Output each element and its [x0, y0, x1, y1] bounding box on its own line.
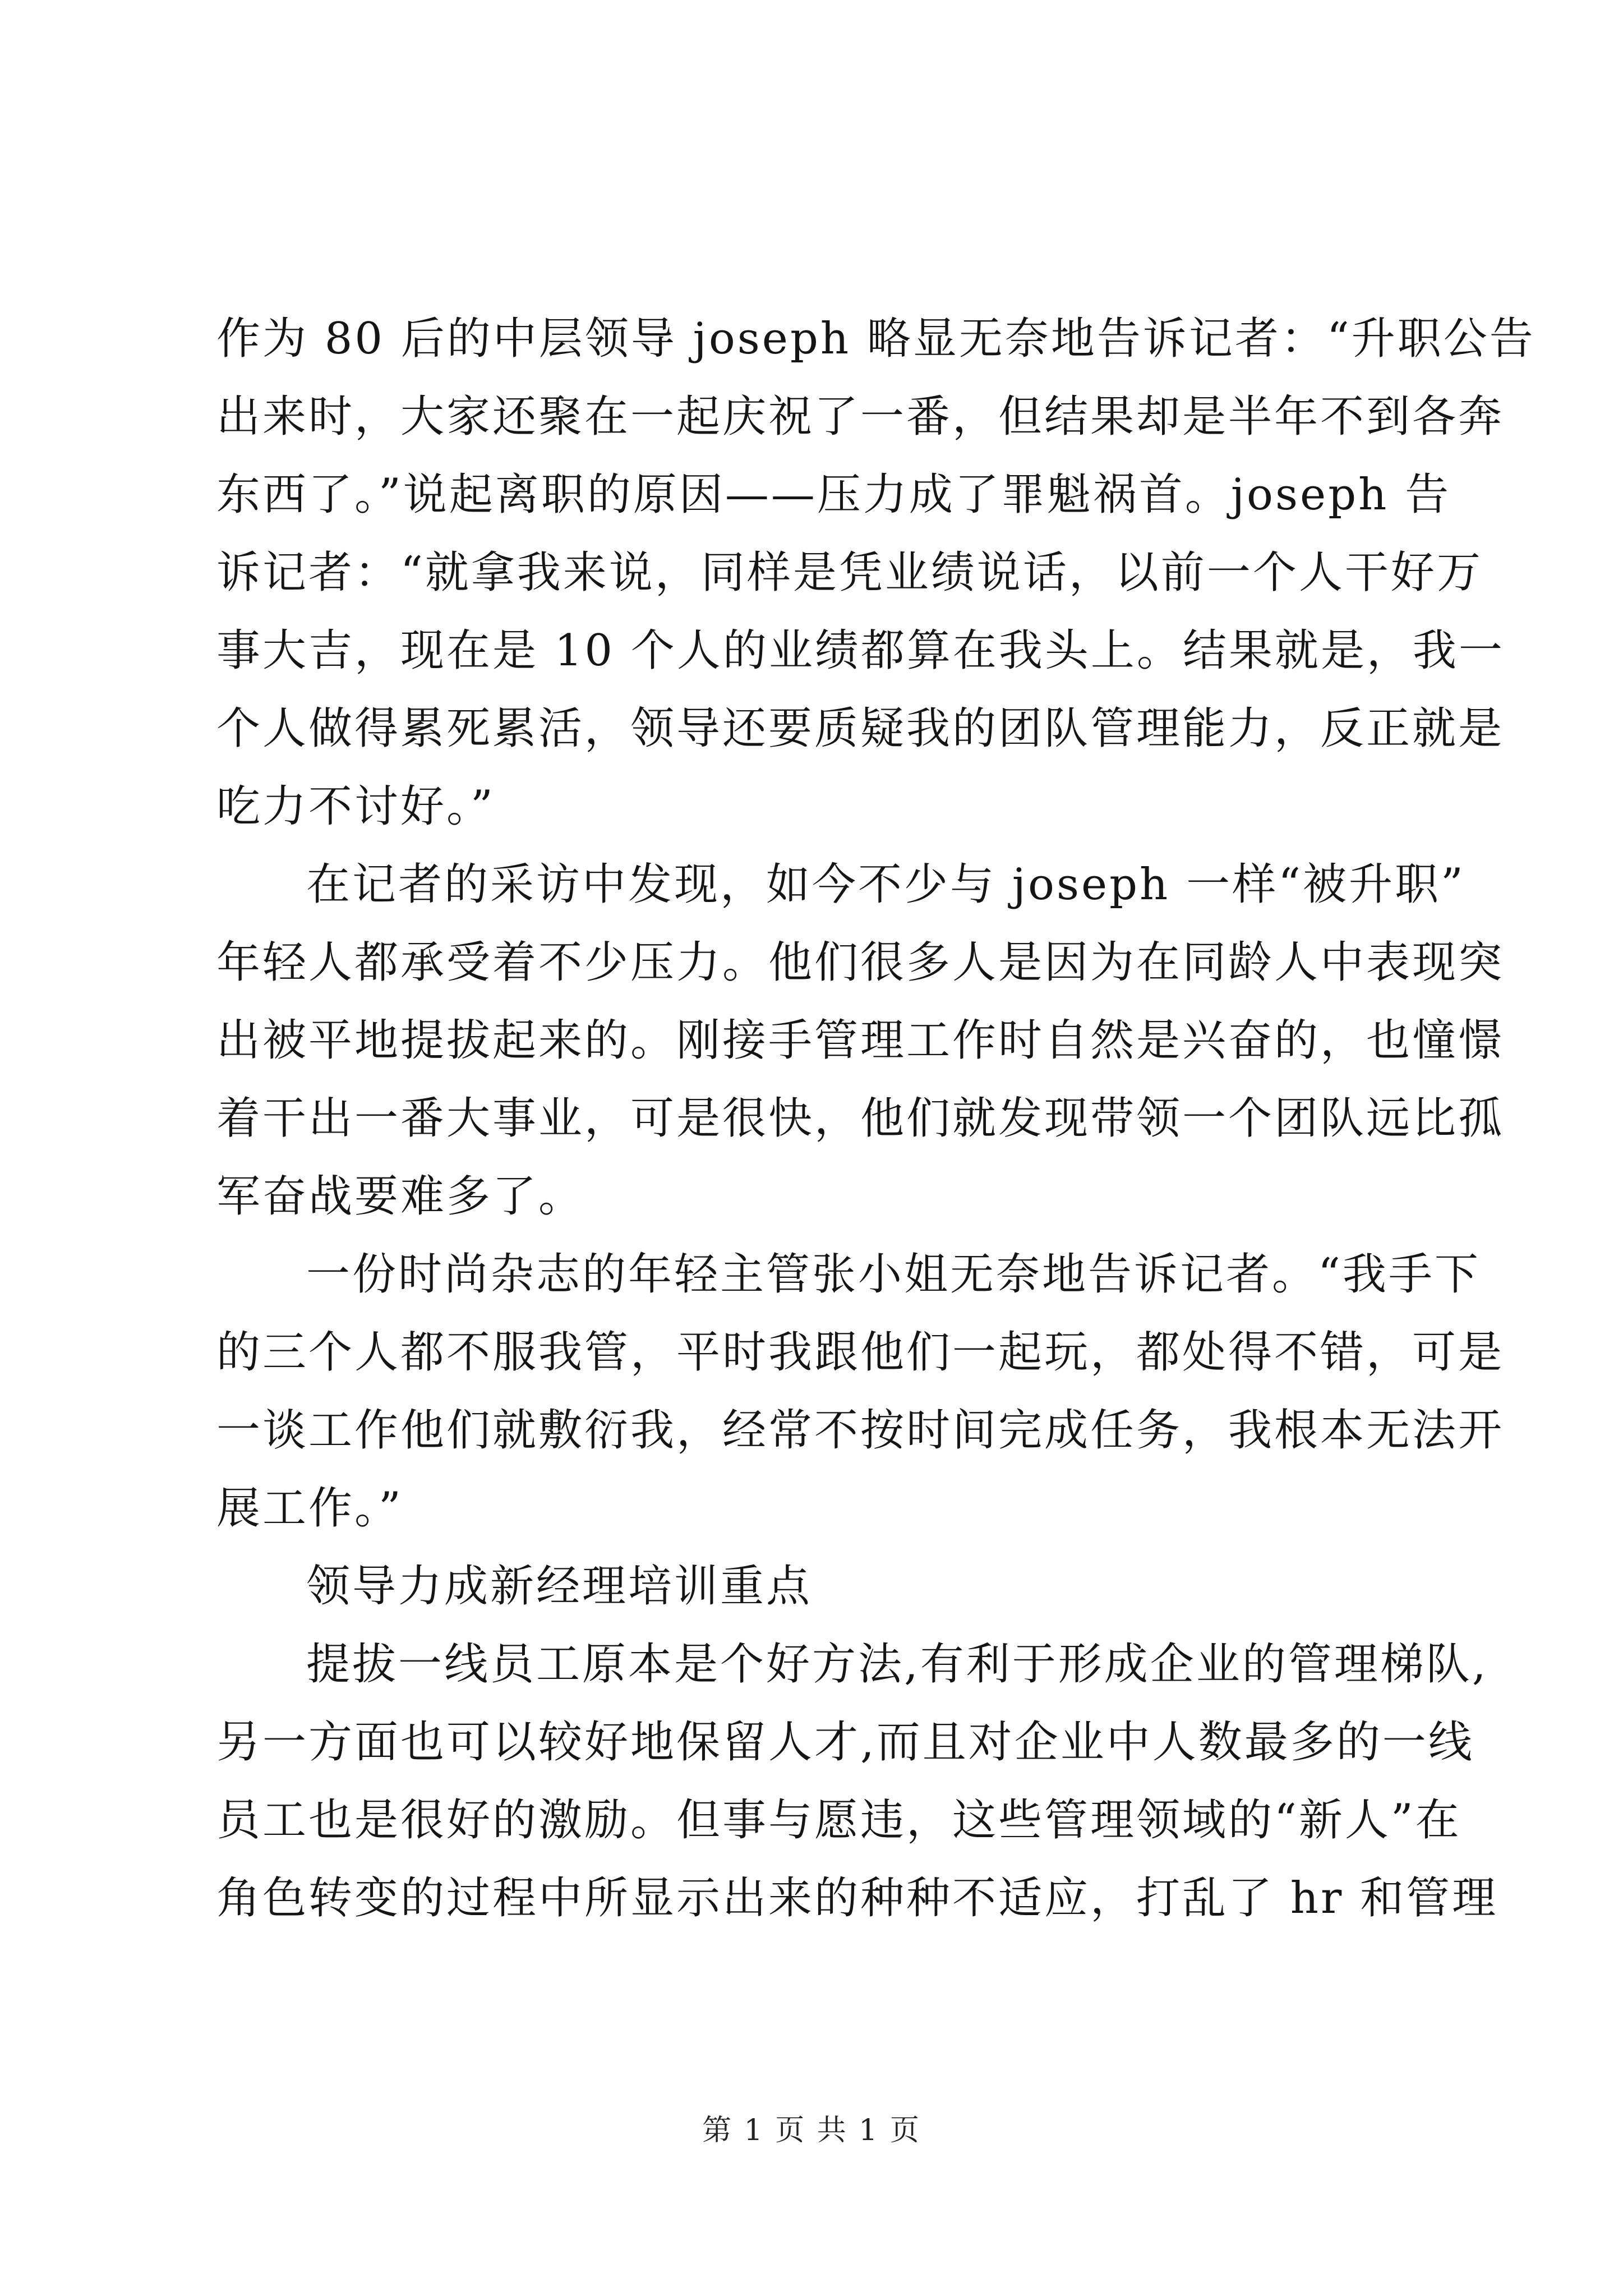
text-line: 员工也是很好的激励。但事与愿违，这些管理领域的“新人”在 [216, 1795, 1461, 1846]
text-line: 作为 80 后的中层领导 joseph 略显无奈地告诉记者：“升职公告 [216, 314, 1536, 364]
text-line: 一份时尚杂志的年轻主管张小姐无奈地告诉记者。“我手下 [306, 1249, 1481, 1300]
section-heading: 领导力成新经理培训重点 [306, 1561, 813, 1612]
text-line: 出来时，大家还聚在一起庆祝了一番，但结果却是半年不到各奔 [216, 392, 1505, 442]
text-line: 事大吉，现在是 10 个人的业绩都算在我头上。结果就是，我一 [216, 625, 1505, 676]
text-line: 个人做得累死累活，领导还要质疑我的团队管理能力，反正就是 [216, 703, 1505, 754]
text-line: 东西了。”说起离职的原因——压力成了罪魁祸首。joseph 告 [216, 470, 1451, 520]
text-line: 着干出一番大事业，可是很快，他们就发现带领一个团队远比孤 [216, 1093, 1505, 1144]
text-line: 另一方面也可以较好地保留人才,而且对企业中人数最多的一线 [216, 1717, 1474, 1768]
text-line: 年轻人都承受着不少压力。他们很多人是因为在同龄人中表现突 [216, 937, 1505, 988]
text-line: 诉记者：“就拿我来说，同样是凭业绩说话，以前一个人干好万 [216, 547, 1483, 598]
page-footer: 第 1 页 共 1 页 [702, 2114, 921, 2147]
body-text [216, 300, 1536, 1938]
text-line: 提拔一线员工原本是个好方法,有利于形成企业的管理梯队, [306, 1639, 1488, 1690]
text-line: 的三个人都不服我管，平时我跟他们一起玩，都处得不错，可是 [216, 1327, 1505, 1378]
text-line: 军奋战要难多了。 [216, 1171, 585, 1222]
text-line: 出被平地提拔起来的。刚接手管理工作时自然是兴奋的，也憧憬 [216, 1015, 1505, 1066]
text-line: 一谈工作他们就敷衍我，经常不按时间完成任务，我根本无法开 [216, 1405, 1505, 1456]
text-line: 在记者的采访中发现，如今不少与 joseph 一样“被升职” [306, 859, 1465, 910]
text-line: 展工作。” [216, 1483, 403, 1534]
text-line: 角色转变的过程中所显示出来的种种不适应，打乱了 hr 和管理 [216, 1873, 1498, 1924]
text-line: 吃力不讨好。” [216, 781, 495, 832]
